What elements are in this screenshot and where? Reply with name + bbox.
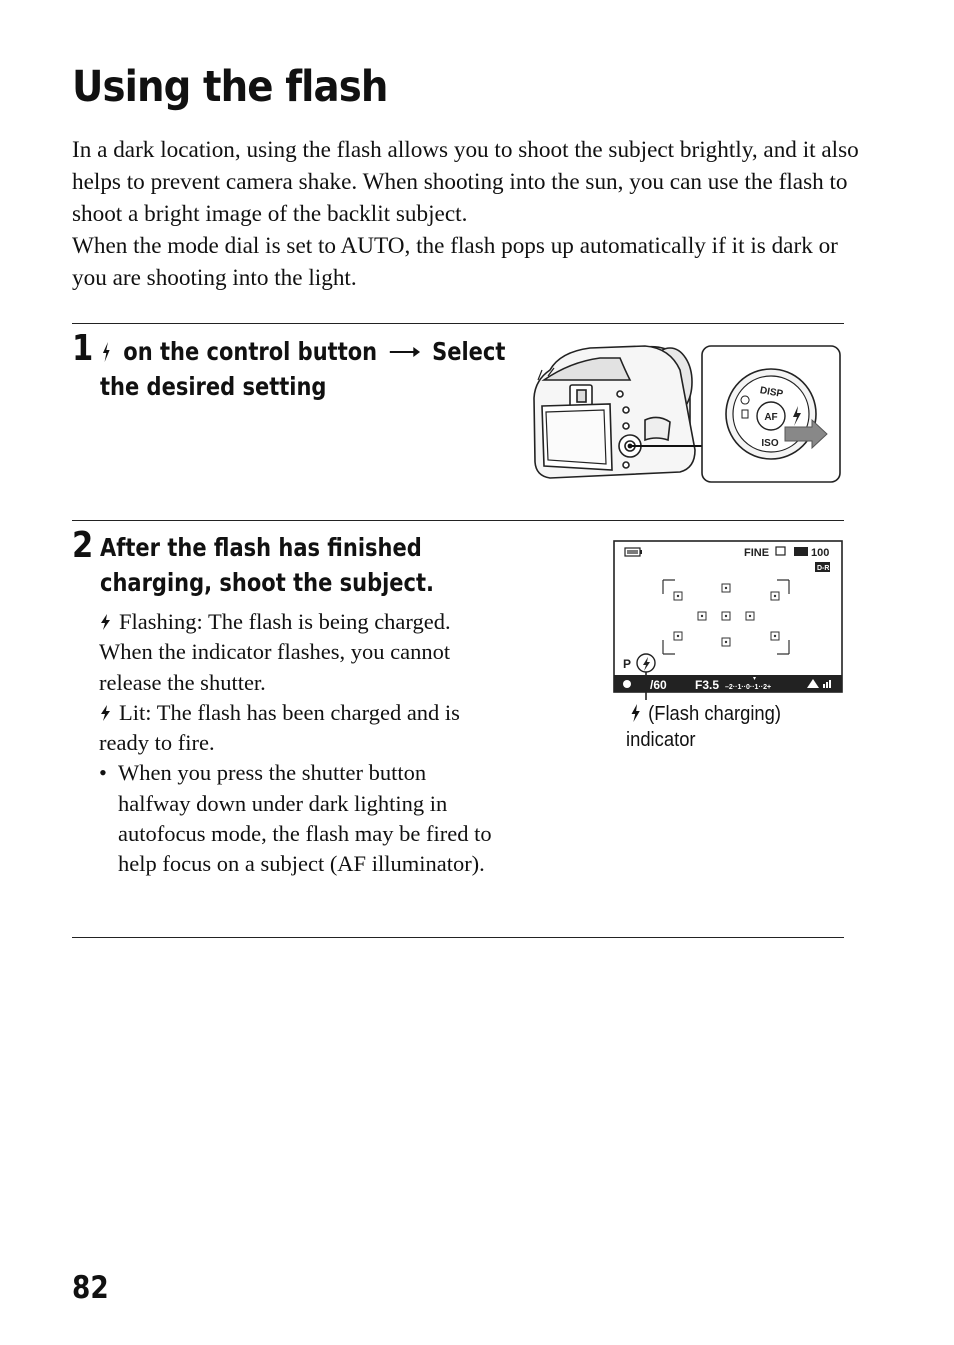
dial-af-label: AF bbox=[764, 412, 778, 423]
bullet-item bbox=[99, 758, 499, 879]
intro-paragraph-2: When the mode dial is set to AUTO, the flash pops up automatically if it is dark or you are shooting into the light. bbox=[72, 233, 838, 291]
bullet-dot: • bbox=[99, 760, 107, 786]
lcd-fine: FINE bbox=[744, 547, 770, 559]
flash-icon bbox=[99, 704, 113, 722]
step-2-text-a: After the flash has finished bbox=[100, 533, 422, 562]
flash-indicator-caption bbox=[626, 701, 781, 753]
step-1-number: 1 bbox=[72, 328, 94, 369]
step-1-text-a: on the control button bbox=[123, 337, 378, 366]
camera-illustration bbox=[530, 340, 845, 488]
step-1-heading bbox=[100, 334, 505, 404]
page-number: 82 bbox=[72, 1270, 109, 1306]
dial-iso-label: ISO bbox=[761, 438, 779, 449]
step-2-text-b: charging, shoot the subject. bbox=[100, 568, 435, 597]
lit-note bbox=[99, 698, 499, 759]
step-2-number: 2 bbox=[72, 525, 94, 566]
divider-middle bbox=[72, 520, 844, 521]
lcd-iso: 100 bbox=[811, 547, 830, 559]
lcd-dr: D-R bbox=[817, 565, 830, 572]
flashing-note bbox=[99, 607, 499, 698]
intro-paragraph-1: In a dark location, using the flash allows you to shoot the subject brightly, and it also helps to prevent camera shake. When shooting into the sun, you can use the flash to shoot a bright image of the backlit subject. bbox=[72, 137, 859, 227]
intro-text bbox=[72, 134, 862, 294]
flash-icon bbox=[99, 613, 113, 631]
iso-icon bbox=[794, 547, 808, 556]
dial-disp-label: DISP bbox=[758, 385, 784, 400]
lcd-exposure-scale: –2··1··0··1··2+ bbox=[725, 684, 772, 691]
bullet-text: When you press the shutter button halfway down under dark lighting in autofocus mode, the flash may be fired to help focus on a subject (AF illuminator). bbox=[118, 760, 492, 877]
lcd-shutter: /60 bbox=[650, 678, 667, 692]
lcd-display-illustration bbox=[613, 540, 843, 700]
flash-icon bbox=[100, 341, 113, 363]
arrow-right-icon bbox=[388, 345, 422, 359]
lit-text: Lit: The flash has been charged and is ready to fire. bbox=[99, 699, 460, 756]
flashing-text: Flashing: The flash is being charged. When the indicator flashes, you cannot release the shutter. bbox=[99, 609, 451, 695]
divider-top bbox=[72, 323, 844, 324]
step-1-text-c: the desired setting bbox=[100, 372, 327, 401]
divider-bottom bbox=[72, 937, 844, 938]
caption-line-2: indicator bbox=[626, 729, 696, 751]
caption-line-1: (Flash charging) bbox=[648, 703, 782, 725]
step-2-heading bbox=[100, 530, 434, 600]
step-2-body bbox=[99, 607, 499, 880]
lcd-mode: P bbox=[623, 657, 632, 671]
flash-icon bbox=[630, 703, 643, 723]
lcd-aperture: F3.5 bbox=[695, 678, 720, 692]
step-1-text-b: Select bbox=[432, 337, 506, 366]
page-title: Using the flash bbox=[72, 62, 388, 112]
